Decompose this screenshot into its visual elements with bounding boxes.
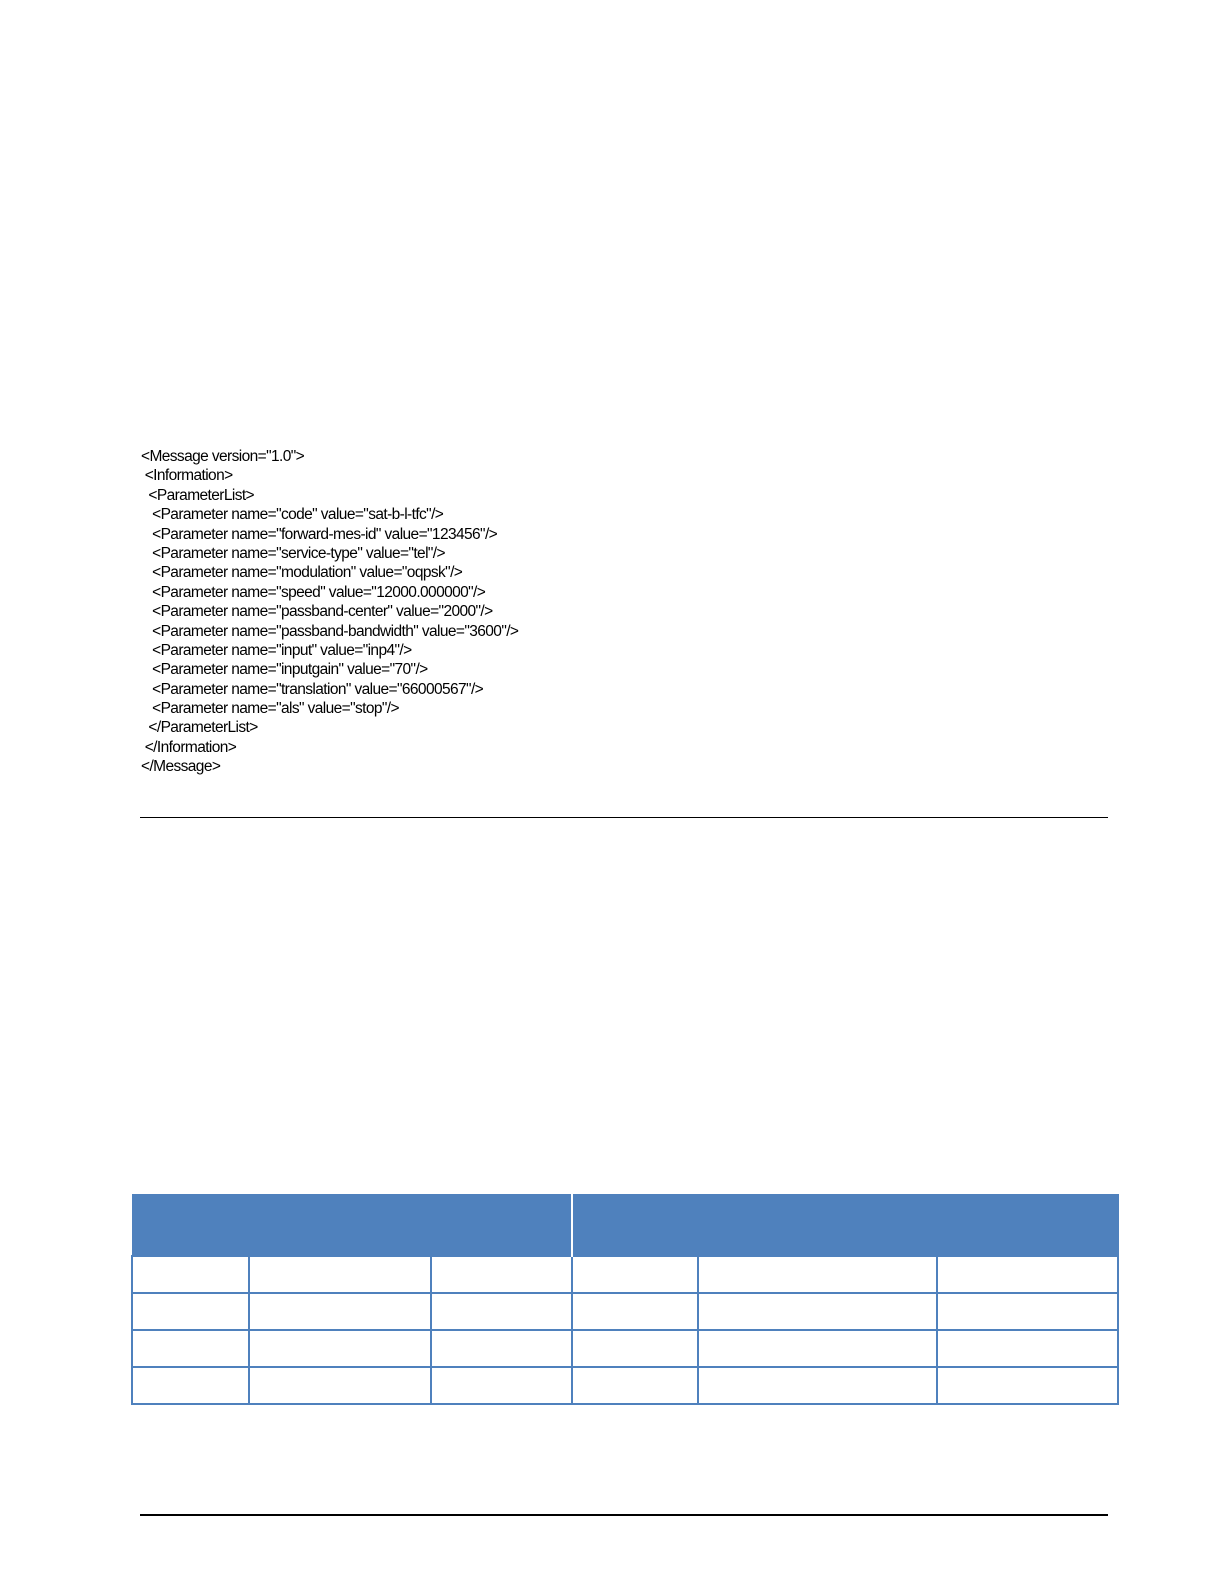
table-cell bbox=[431, 1293, 572, 1330]
code-line: </ParameterList> bbox=[141, 719, 258, 737]
table-cell bbox=[249, 1256, 431, 1293]
table-cell bbox=[572, 1256, 698, 1293]
table-header-cell-left bbox=[132, 1195, 572, 1257]
table-cell bbox=[572, 1367, 698, 1404]
code-line: <Parameter name="code" value="sat-b-l-tfc"/> bbox=[141, 506, 444, 524]
table-header-row bbox=[132, 1195, 1118, 1257]
table-cell bbox=[698, 1256, 937, 1293]
table-row bbox=[132, 1293, 1118, 1330]
data-table bbox=[131, 1194, 1119, 1405]
code-line: </Message> bbox=[141, 758, 221, 776]
code-line: <Parameter name="translation" value="66000567"/> bbox=[141, 680, 484, 698]
table-cell bbox=[132, 1367, 249, 1404]
code-line: </Information> bbox=[141, 738, 237, 756]
code-line: <Parameter name="inputgain" value="70"/> bbox=[141, 661, 428, 679]
table-cell bbox=[132, 1293, 249, 1330]
table-cell bbox=[572, 1330, 698, 1367]
table-cell bbox=[698, 1293, 937, 1330]
table-cell bbox=[132, 1330, 249, 1367]
table-cell bbox=[698, 1330, 937, 1367]
table-row bbox=[132, 1330, 1118, 1367]
footer-divider bbox=[140, 1514, 1108, 1516]
table-cell bbox=[431, 1256, 572, 1293]
table-cell bbox=[249, 1330, 431, 1367]
table-cell bbox=[431, 1367, 572, 1404]
table-row bbox=[132, 1367, 1118, 1404]
table-cell bbox=[132, 1256, 249, 1293]
code-line: <Parameter name="input" value="inp4"/> bbox=[141, 641, 412, 659]
code-line: <Parameter name="speed" value="12000.000000"/> bbox=[141, 583, 486, 601]
table-cell bbox=[937, 1293, 1118, 1330]
table-cell bbox=[431, 1330, 572, 1367]
code-line: <Parameter name="forward-mes-id" value="123456"/> bbox=[141, 525, 498, 543]
code-line: <Message version="1.0"> bbox=[141, 448, 305, 465]
table-cell bbox=[698, 1367, 937, 1404]
table-cell bbox=[249, 1367, 431, 1404]
code-line: <Parameter name="service-type" value="tel"/> bbox=[141, 544, 445, 562]
table-cell bbox=[937, 1330, 1118, 1367]
table-cell bbox=[937, 1256, 1118, 1293]
code-line: <Parameter name="modulation" value="oqpsk"/> bbox=[141, 564, 463, 582]
code-line: <ParameterList> bbox=[141, 486, 254, 504]
code-line: <Parameter name="als" value="stop"/> bbox=[141, 700, 399, 718]
table-header-cell-right bbox=[572, 1195, 1118, 1257]
xml-code-sample bbox=[141, 447, 601, 777]
code-line: <Information> bbox=[141, 467, 233, 485]
table-cell bbox=[572, 1293, 698, 1330]
horizontal-divider bbox=[140, 817, 1108, 818]
table-row bbox=[132, 1256, 1118, 1293]
table-cell bbox=[937, 1367, 1118, 1404]
code-line: <Parameter name="passband-center" value="2000"/> bbox=[141, 603, 493, 621]
code-line: <Parameter name="passband-bandwidth" value="3600"/> bbox=[141, 622, 519, 640]
table-cell bbox=[249, 1293, 431, 1330]
